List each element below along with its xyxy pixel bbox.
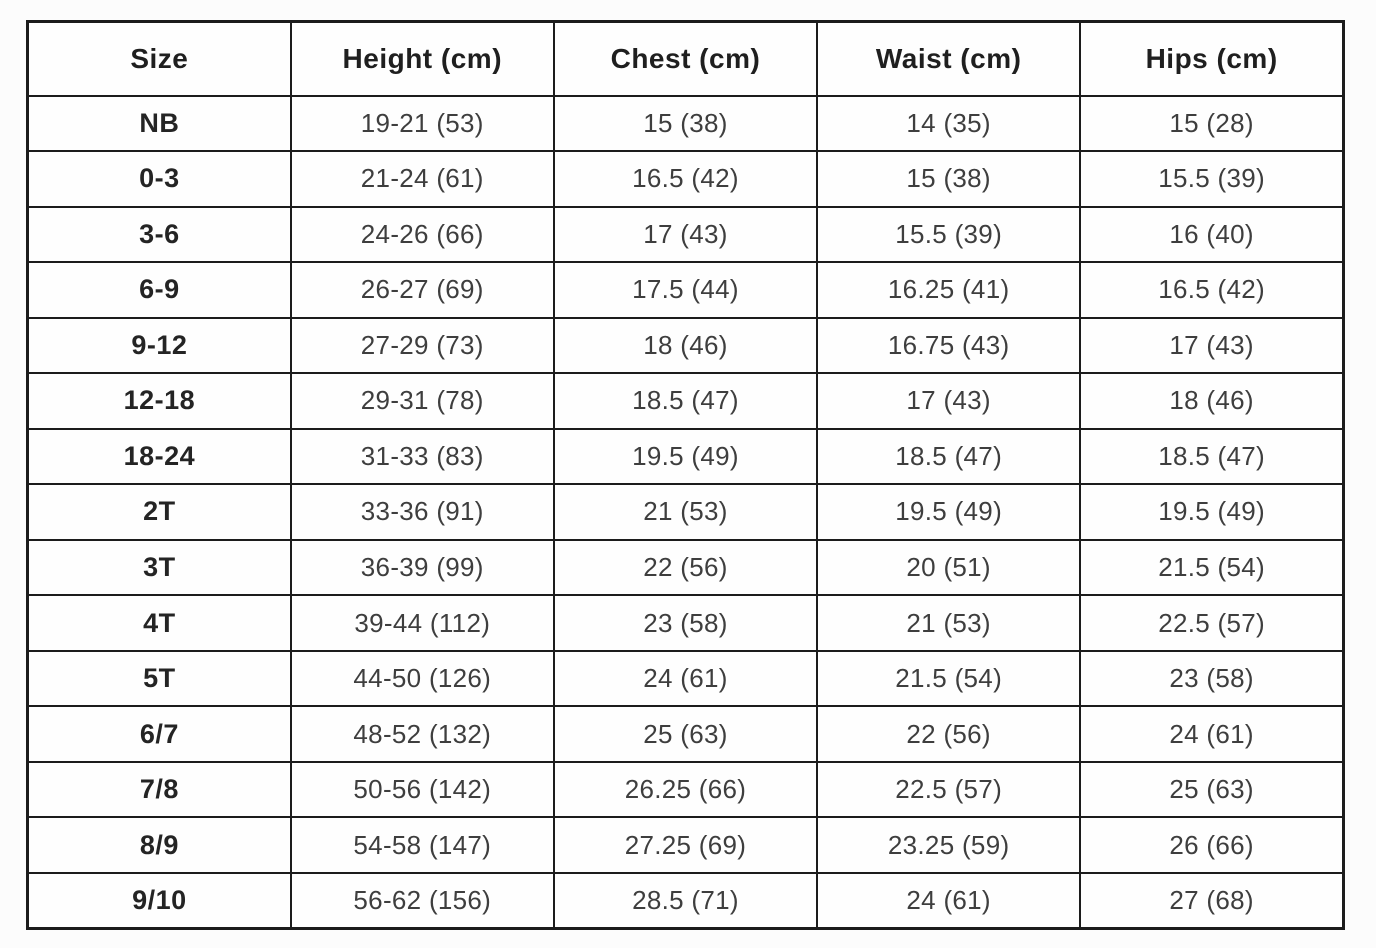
chest-cell: 27.25 (69) — [554, 817, 817, 873]
waist-cell: 16.25 (41) — [817, 262, 1080, 318]
waist-cell: 17 (43) — [817, 373, 1080, 429]
waist-cell: 24 (61) — [817, 873, 1080, 929]
table-row — [28, 96, 1344, 152]
hips-cell: 26 (66) — [1080, 817, 1343, 873]
chest-cell: 26.25 (66) — [554, 762, 817, 818]
waist-cell: 19.5 (49) — [817, 484, 1080, 540]
hips-cell: 18.5 (47) — [1080, 429, 1343, 485]
waist-cell: 22.5 (57) — [817, 762, 1080, 818]
height-cell: 56-62 (156) — [291, 873, 554, 929]
table-row — [28, 706, 1344, 762]
table-row — [28, 817, 1344, 873]
hips-cell: 25 (63) — [1080, 762, 1343, 818]
chest-cell: 17 (43) — [554, 207, 817, 263]
hips-cell: 16 (40) — [1080, 207, 1343, 263]
hips-cell: 15 (28) — [1080, 96, 1343, 152]
height-cell: 31-33 (83) — [291, 429, 554, 485]
waist-cell: 18.5 (47) — [817, 429, 1080, 485]
height-cell: 27-29 (73) — [291, 318, 554, 374]
waist-cell: 21 (53) — [817, 595, 1080, 651]
waist-cell: 14 (35) — [817, 96, 1080, 152]
chest-cell: 22 (56) — [554, 540, 817, 596]
chest-cell: 25 (63) — [554, 706, 817, 762]
hips-cell: 23 (58) — [1080, 651, 1343, 707]
waist-cell: 21.5 (54) — [817, 651, 1080, 707]
height-cell: 44-50 (126) — [291, 651, 554, 707]
hips-cell: 21.5 (54) — [1080, 540, 1343, 596]
height-cell: 36-39 (99) — [291, 540, 554, 596]
hips-cell: 27 (68) — [1080, 873, 1343, 929]
chest-cell: 23 (58) — [554, 595, 817, 651]
hips-cell: 16.5 (42) — [1080, 262, 1343, 318]
size-cell: 3-6 — [28, 207, 291, 263]
chest-cell: 18.5 (47) — [554, 373, 817, 429]
table-row — [28, 540, 1344, 596]
height-cell: 19-21 (53) — [291, 96, 554, 152]
table-row — [28, 651, 1344, 707]
size-cell: 6/7 — [28, 706, 291, 762]
table-row — [28, 151, 1344, 207]
hips-cell: 24 (61) — [1080, 706, 1343, 762]
size-chart-body — [28, 96, 1344, 929]
size-cell: 9/10 — [28, 873, 291, 929]
table-row — [28, 484, 1344, 540]
height-cell: 39-44 (112) — [291, 595, 554, 651]
size-cell: NB — [28, 96, 291, 152]
chest-cell: 16.5 (42) — [554, 151, 817, 207]
table-row — [28, 762, 1344, 818]
header-cell-size: Size — [28, 22, 291, 96]
height-cell: 26-27 (69) — [291, 262, 554, 318]
table-row — [28, 429, 1344, 485]
hips-cell: 15.5 (39) — [1080, 151, 1343, 207]
height-cell: 21-24 (61) — [291, 151, 554, 207]
size-cell: 2T — [28, 484, 291, 540]
size-cell: 9-12 — [28, 318, 291, 374]
hips-cell: 17 (43) — [1080, 318, 1343, 374]
size-cell: 18-24 — [28, 429, 291, 485]
chest-cell: 18 (46) — [554, 318, 817, 374]
chest-cell: 15 (38) — [554, 96, 817, 152]
table-row — [28, 318, 1344, 374]
size-cell: 0-3 — [28, 151, 291, 207]
waist-cell: 23.25 (59) — [817, 817, 1080, 873]
height-cell: 24-26 (66) — [291, 207, 554, 263]
header-cell-height: Height (cm) — [291, 22, 554, 96]
table-row — [28, 873, 1344, 929]
header-cell-waist: Waist (cm) — [817, 22, 1080, 96]
height-cell: 29-31 (78) — [291, 373, 554, 429]
header-row — [28, 22, 1344, 96]
header-cell-hips: Hips (cm) — [1080, 22, 1343, 96]
height-cell: 50-56 (142) — [291, 762, 554, 818]
size-chart-table — [26, 20, 1345, 930]
waist-cell: 22 (56) — [817, 706, 1080, 762]
size-cell: 12-18 — [28, 373, 291, 429]
size-cell: 4T — [28, 595, 291, 651]
hips-cell: 18 (46) — [1080, 373, 1343, 429]
hips-cell: 22.5 (57) — [1080, 595, 1343, 651]
height-cell: 54-58 (147) — [291, 817, 554, 873]
header-cell-chest: Chest (cm) — [554, 22, 817, 96]
waist-cell: 20 (51) — [817, 540, 1080, 596]
table-row — [28, 207, 1344, 263]
size-chart-header — [28, 22, 1344, 96]
table-row — [28, 262, 1344, 318]
hips-cell: 19.5 (49) — [1080, 484, 1343, 540]
chest-cell: 21 (53) — [554, 484, 817, 540]
height-cell: 48-52 (132) — [291, 706, 554, 762]
height-cell: 33-36 (91) — [291, 484, 554, 540]
chest-cell: 17.5 (44) — [554, 262, 817, 318]
chest-cell: 24 (61) — [554, 651, 817, 707]
size-cell: 5T — [28, 651, 291, 707]
waist-cell: 16.75 (43) — [817, 318, 1080, 374]
size-cell: 3T — [28, 540, 291, 596]
table-row — [28, 373, 1344, 429]
size-cell: 6-9 — [28, 262, 291, 318]
waist-cell: 15 (38) — [817, 151, 1080, 207]
waist-cell: 15.5 (39) — [817, 207, 1080, 263]
size-cell: 8/9 — [28, 817, 291, 873]
chest-cell: 28.5 (71) — [554, 873, 817, 929]
table-row — [28, 595, 1344, 651]
size-cell: 7/8 — [28, 762, 291, 818]
chest-cell: 19.5 (49) — [554, 429, 817, 485]
